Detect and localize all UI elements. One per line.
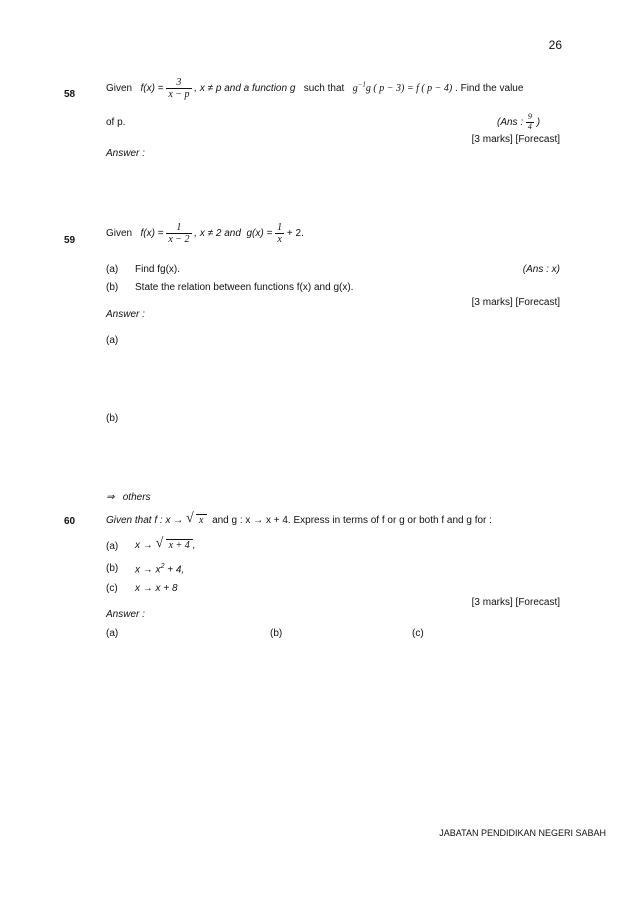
- q60-answer-label: Answer :: [106, 609, 145, 620]
- q58-find: . Find the value: [455, 83, 524, 95]
- q58-fraction: [166, 77, 191, 100]
- q59-marks: [3 marks] [Forecast]: [471, 297, 560, 308]
- q58-fx: f(x) =: [140, 83, 164, 95]
- question-60-statement: Given that f : x → √ x and g : x → x + 4. Express in terms of f or g or both f and g for :: [106, 511, 492, 526]
- q58-answer-hint: (Ans : $\frac{9}{4}$ ): [497, 112, 541, 131]
- q58-ans-fraction: $\frac{9}{4}$: [527, 112, 532, 131]
- q58-g: g: [289, 83, 296, 95]
- q60-part-c-label: (c): [106, 583, 118, 594]
- q60-sqrt-x-plus-4: √ x + 4: [156, 539, 193, 551]
- q59-g-fraction: $\frac{1}{x}$: [277, 222, 283, 245]
- q59-part-a-label: (a): [106, 264, 119, 275]
- implies-arrow-icon: ⇒: [106, 492, 115, 503]
- q59-part-b-label: (b): [106, 282, 119, 293]
- q58-equation: $g^{-1}g$ ( p − 3) = f ( p − 4): [352, 80, 453, 95]
- q58-fraction-num: 3: [176, 77, 182, 88]
- q60-sqrt-x: √ x: [186, 514, 206, 526]
- q58-marks: [3 marks] [Forecast]: [471, 134, 560, 145]
- q58-such-that: such that: [303, 83, 345, 95]
- q60-part-a-text: x → √ x + 4 ,: [135, 536, 196, 551]
- page-number: 26: [548, 38, 562, 52]
- question-59-statement: Given f(x) = $\frac{1}{x - 2}$ , x ≠ 2 and g(x) = $\frac{1}{x}$ + 2.: [106, 222, 304, 245]
- q60-marks: [3 marks] [Forecast]: [471, 597, 560, 608]
- q59-f-fraction: $\frac{1}{x - 2}$: [168, 222, 190, 245]
- q58-answer-label: Answer :: [106, 148, 145, 159]
- q58-condition: , x ≠ p and a function: [194, 83, 288, 95]
- q60-part-a-label: (a): [106, 541, 119, 552]
- question-60-number: 60: [64, 516, 76, 527]
- q59-answer-a: (a): [106, 335, 119, 346]
- question-58-statement: [106, 77, 523, 100]
- q58-fraction-den: x − p: [168, 89, 190, 100]
- footer-department: JABATAN PENDIDIKAN NEGERI SABAH: [439, 828, 606, 838]
- q58-of-p: of p.: [106, 117, 126, 128]
- q59-part-b-text: State the relation between functions f(x) and g(x).: [135, 282, 354, 293]
- q59-part-a-text: Find fg(x).: [135, 264, 181, 275]
- q60-part-b-text: $x \to x^2 + 4$,: [135, 563, 185, 576]
- q60-part-b-label: (b): [106, 563, 119, 574]
- question-59-number: 59: [64, 235, 76, 246]
- q60-answer-c: (c): [412, 628, 424, 639]
- question-58-number: 58: [64, 89, 76, 100]
- q59-answer-label: Answer :: [106, 309, 145, 320]
- q59-others-note: ⇒ others: [106, 492, 151, 503]
- q59-answer-b: (b): [106, 413, 119, 424]
- q58-given: Given: [106, 83, 133, 95]
- q60-answer-a: (a): [106, 628, 119, 639]
- q60-part-c-text: x → x + 8: [135, 583, 178, 594]
- q60-answer-b: (b): [270, 628, 283, 639]
- q59-part-a-answer: (Ans : x): [522, 264, 560, 275]
